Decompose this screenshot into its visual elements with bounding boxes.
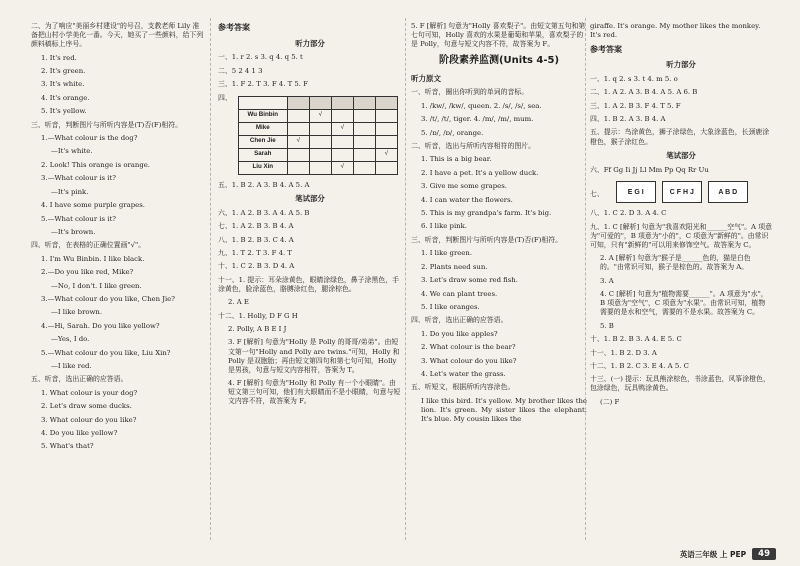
- column-divider: [210, 18, 211, 540]
- question-4: 四、听音，在表格的正确位置画"√"。: [31, 241, 146, 250]
- list-item: 4. I have some purple grapes.: [41, 201, 145, 210]
- list-item: —I like red.: [51, 361, 92, 370]
- answer-line: 十一、1. B 2. D 3. A: [590, 348, 657, 357]
- answer-line: 4. C [解析] 句意为"植物需要______"。A 项意为"水"，B 项意为"空气"，C 项意为"水果"。由常识可知，植物需要的是水和空气，需要的不是水果。故答案为 C。: [600, 290, 768, 317]
- list-item: 6. I like pink.: [421, 222, 467, 231]
- list-item: 3. Give me some grapes.: [421, 182, 507, 191]
- answer-line: 十三、(一) 提示：玩具熊涂棕色，书涂蓝色，风筝涂橙色，包涂绿色，玩具鸭涂黄色。: [590, 375, 770, 393]
- answer-line: 十、1. C 2. B 3. D 4. A: [218, 262, 295, 271]
- crayon-green-icon: [309, 96, 331, 109]
- column-4: [590, 22, 772, 411]
- column-1: [31, 22, 205, 456]
- list-item: 4. We can plant trees.: [421, 289, 498, 298]
- answer-line: 一、1. q 2. s 3. t 4. m 5. o: [590, 74, 678, 83]
- list-item: —It's brown.: [51, 227, 96, 236]
- answer-line: 六、Ff Gg Ii Jj Ll Mm Pp Qq Rr Uu: [590, 165, 709, 174]
- table-cell: [287, 161, 309, 174]
- list-item: 3. /t/, /t/, tiger. 4. /m/, /m/, mum.: [421, 115, 534, 124]
- column-divider: [405, 18, 406, 540]
- table-name: Chen Jie: [238, 135, 287, 148]
- list-item: —I like brown.: [51, 308, 103, 317]
- answer-line: 三、1. F 2. T 3. F 4. T 5. F: [218, 80, 308, 89]
- table-cell: [287, 109, 309, 122]
- answer-line: 八、1. B 2. B 3. C 4. A: [218, 235, 294, 244]
- list-item: 3.—What colour is it?: [41, 174, 116, 183]
- check-mark: √: [287, 135, 309, 148]
- answer-line: (二) F: [600, 397, 620, 406]
- list-item: —Yes, I do.: [51, 335, 90, 344]
- table-cell: [309, 122, 331, 135]
- list-item: 1. /kw/, /kw/, queen. 2. /s/, /s/, sea.: [421, 101, 542, 110]
- answer-line: 十一、1. 提示：耳朵涂黄色，眼睛涂绿色，鼻子涂黑色，手涂黄色，脸涂蓝色，胳膊涂红色，腿涂棕色。: [218, 275, 400, 293]
- answer-line: 5. F [解析] 句意为"Holly 喜欢梨子"。由短文第五句和第七句可知，Holly 喜欢的水果是葡萄和苹果，喜欢梨子的是 Polly，句意与短文内容不符，故答案为 F。: [411, 22, 586, 49]
- list-item: 2.—Do you like red, Mike?: [41, 268, 134, 277]
- question-3: 三、听音，判断图片与所听内容是(T)否(F)相符。: [31, 120, 183, 129]
- list-item: 3. What colour do you like?: [421, 356, 517, 365]
- footer-subject: 英语三年级 上 PEP: [679, 549, 747, 559]
- answer-line: 一、1. r 2. s 3. q 4. q 5. t: [218, 53, 303, 62]
- question-2: 二、为了响应"美丽乡村建设"的号召，支教老师 Lily 准备把山村小学美化一番。今天，她买了一些颜料，给下列颜料稿标上序号。: [31, 22, 204, 49]
- question-2: 二、听音，选出与所听内容相符的图片。: [411, 142, 536, 151]
- letter-picture-row: [616, 181, 748, 203]
- check-mark: √: [331, 122, 353, 135]
- list-item: 2. It's green.: [41, 67, 86, 76]
- column-3: [411, 22, 587, 428]
- table-name: Mike: [238, 122, 287, 135]
- list-item: 1. I like green.: [421, 249, 473, 258]
- table-cell: [353, 161, 375, 174]
- subsection-title: 听力部分: [295, 38, 325, 48]
- table-cell: [309, 161, 331, 174]
- table-cell: [353, 148, 375, 161]
- list-item: 5. I like oranges.: [421, 302, 480, 311]
- page-footer: [680, 548, 776, 560]
- list-item: 2. What colour is the bear?: [421, 343, 516, 352]
- table-cell: [375, 109, 397, 122]
- list-item: 5. /ɒ/, /ɒ/, orange.: [421, 128, 484, 137]
- answer-line: 5. B: [600, 321, 614, 330]
- table-cell: [331, 148, 353, 161]
- list-item: 1. I'm Wu Binbin. I like black.: [41, 254, 145, 263]
- list-item: 4. Do you like yellow?: [41, 429, 118, 437]
- answer-line: 二、1. A 2. A 3. B 4. A 5. A 6. B: [590, 88, 698, 97]
- subsection-title: 听力原文: [411, 73, 441, 83]
- list-item: 5.—What colour is it?: [41, 214, 116, 223]
- answer-line: 2. Polly, A B E I J: [228, 325, 287, 334]
- answer-line: 七、1. A 2. B 3. B 4. A: [218, 222, 294, 231]
- answer-line: 2. A [解析] 句意为"猴子是______色的，猫是白色的。"由常识可知，猴子是棕色的。故答案为 A。: [600, 254, 751, 272]
- list-item: 5.—What colour do you like, Liu Xin?: [41, 348, 171, 357]
- list-item: 1. This is a big bear.: [421, 155, 492, 164]
- answer-line: 四、: [218, 93, 232, 102]
- list-item: 2. Plants need sun.: [421, 262, 488, 271]
- subsection-title: 听力部分: [666, 60, 696, 70]
- crayon-red-icon: [375, 96, 397, 109]
- list-item: —It's white.: [51, 147, 93, 156]
- letter-card: A B D: [708, 181, 748, 203]
- list-item: 5. What's that?: [41, 442, 94, 451]
- table-cell: [287, 122, 309, 135]
- table-cell: [353, 135, 375, 148]
- answer-line: 八、1. C 2. D 3. A 4. C: [590, 209, 667, 218]
- list-item: 1.—What colour is the dog?: [41, 134, 138, 143]
- answer-line: 十二、1. B 2. C 3. E 4. A 5. C: [590, 361, 689, 370]
- list-item: —It's pink.: [51, 187, 89, 196]
- answer-line: 2. A E: [228, 298, 249, 307]
- answer-line: 九、1. C [解析] 句意为"我喜欢阳光和______空气"。A 项意为"可爱的"，B 项意为"小的"，C 项意为"新鲜的"。由常识可知，只有"新鲜的"可以用来修饰空气。故答案为 C。: [590, 222, 773, 249]
- crayon-yellow-icon: [353, 96, 375, 109]
- list-item: 5. It's yellow.: [41, 107, 87, 116]
- list-item: 4.—Hi, Sarah. Do you like yellow?: [41, 321, 160, 330]
- letter-card: E G I: [616, 181, 656, 203]
- answer-line: 十、1. B 2. B 3. A 4. E 5. C: [590, 335, 682, 344]
- list-item: 4. Let's water the grass.: [421, 369, 506, 378]
- subsection-title: 笔试部分: [295, 193, 325, 203]
- table-name: Sarah: [238, 148, 287, 161]
- question-3: 三、听音，判断图片与所听内容是(T)否(F)相符。: [411, 235, 563, 244]
- table-cell: [287, 148, 309, 161]
- table-cell: [309, 148, 331, 161]
- section-title: 参考答案: [590, 44, 622, 54]
- answer-line: 三、1. A 2. B 3. F 4. T 5. F: [590, 101, 681, 110]
- list-item: 2. I have a pet. It's a yellow duck.: [421, 168, 539, 177]
- list-item: 2. Let's draw some ducks.: [41, 402, 132, 411]
- answer-line: 4. F [解析] 句意为"Holly 和 Polly 有一个小眼睛"。由短文第三句可知，他们有大眼睛而不是小眼睛，句意与短文内容不符，故答案为 F。: [228, 379, 401, 406]
- answer-line: 七、: [590, 189, 604, 198]
- answer-line: 二、5 2 4 1 3: [218, 66, 263, 75]
- table-cell: [375, 135, 397, 148]
- section-title: 参考答案: [218, 23, 250, 32]
- answer-line: 四、1. B 2. A 3. B 4. A: [590, 115, 666, 124]
- list-item: —No, I don't. I like green.: [51, 281, 142, 290]
- table-name: Wu Binbin: [238, 109, 287, 122]
- table-cell: [331, 135, 353, 148]
- section-title: 阶段素养监测(Units 4-5): [438, 55, 560, 67]
- question-5: 五、听短文，根据所听内容涂色。: [411, 383, 515, 392]
- page-number: 49: [752, 548, 776, 560]
- list-item: 3. What colour do you like?: [41, 415, 137, 424]
- answer-line: 九、1. T 2. T 3. F 4. T: [218, 248, 292, 257]
- question-5: 五、听音，选出正确的应答语。: [31, 375, 128, 384]
- table-cell: [353, 109, 375, 122]
- question-4: 四、听音，选出正确的应答语。: [411, 316, 508, 325]
- table-cell: [375, 122, 397, 135]
- answer-line: 十二、1. Holly, D F G H: [218, 311, 298, 320]
- table-cell: [353, 122, 375, 135]
- table-cell: [331, 109, 353, 122]
- list-item: 1. Do you like apples?: [421, 329, 498, 338]
- list-item: 5. This is my grandpa's farm. It's big.: [421, 209, 552, 218]
- passage-text: giraffe. It's orange. My mother likes the monkey. It's red.: [590, 22, 761, 40]
- answer-line: 六、1. A 2. B 3. A 4. A 5. B: [218, 208, 310, 217]
- column-2: [218, 22, 402, 411]
- letter-card: C F H J: [662, 181, 702, 203]
- list-item: 4. I can water the flowers.: [421, 195, 513, 204]
- answer-line: 3. F [解析] 句意为"Holly 是 Polly 的哥哥/弟弟"。由短文第一句"Holly and Polly are twins."可知，Holly 和 Polly 是双胞胎；再由短文第四句和第七句可知，Holly 是男孩，句意与短文内容相符，答案为 T。: [228, 338, 400, 374]
- crayon-black-icon: [287, 96, 309, 109]
- table-corner: [238, 96, 287, 109]
- question-1: 一、听音，圈出你听到的单词的音标。: [411, 88, 529, 97]
- crayon-brown-icon: [331, 96, 353, 109]
- check-mark: √: [375, 148, 397, 161]
- list-item: 1. What colour is your dog?: [41, 388, 138, 397]
- list-item: 3. Let's draw some red fish.: [421, 276, 518, 285]
- check-mark: √: [309, 109, 331, 122]
- list-item: 3. It's white.: [41, 80, 85, 89]
- subsection-title: 笔试部分: [666, 150, 696, 160]
- answer-line: 五、1. B 2. A 3. B 4. A 5. A: [218, 180, 310, 189]
- table-cell: [309, 135, 331, 148]
- check-mark: √: [331, 161, 353, 174]
- table-name: Liu Xin: [238, 161, 287, 174]
- answer-line: 五、提示：鸟涂黄色，狮子涂绿色，大象涂蓝色，长颈鹿涂橙色，猴子涂红色。: [590, 128, 770, 146]
- list-item: 1. It's red.: [41, 53, 77, 62]
- answer-table: [238, 96, 398, 175]
- list-item: 2. Look! This orange is orange.: [41, 160, 151, 169]
- list-item: 4. It's orange.: [41, 93, 90, 102]
- list-item: 3.—What colour do you like, Chen Jie?: [41, 294, 175, 303]
- answer-line: 3. A: [600, 276, 614, 285]
- passage-text: I like this bird. It's yellow. My brother likes the lion. It's green. My sister likes the elephant. It's blue. My cousin likes the: [421, 396, 587, 423]
- table-cell: [375, 161, 397, 174]
